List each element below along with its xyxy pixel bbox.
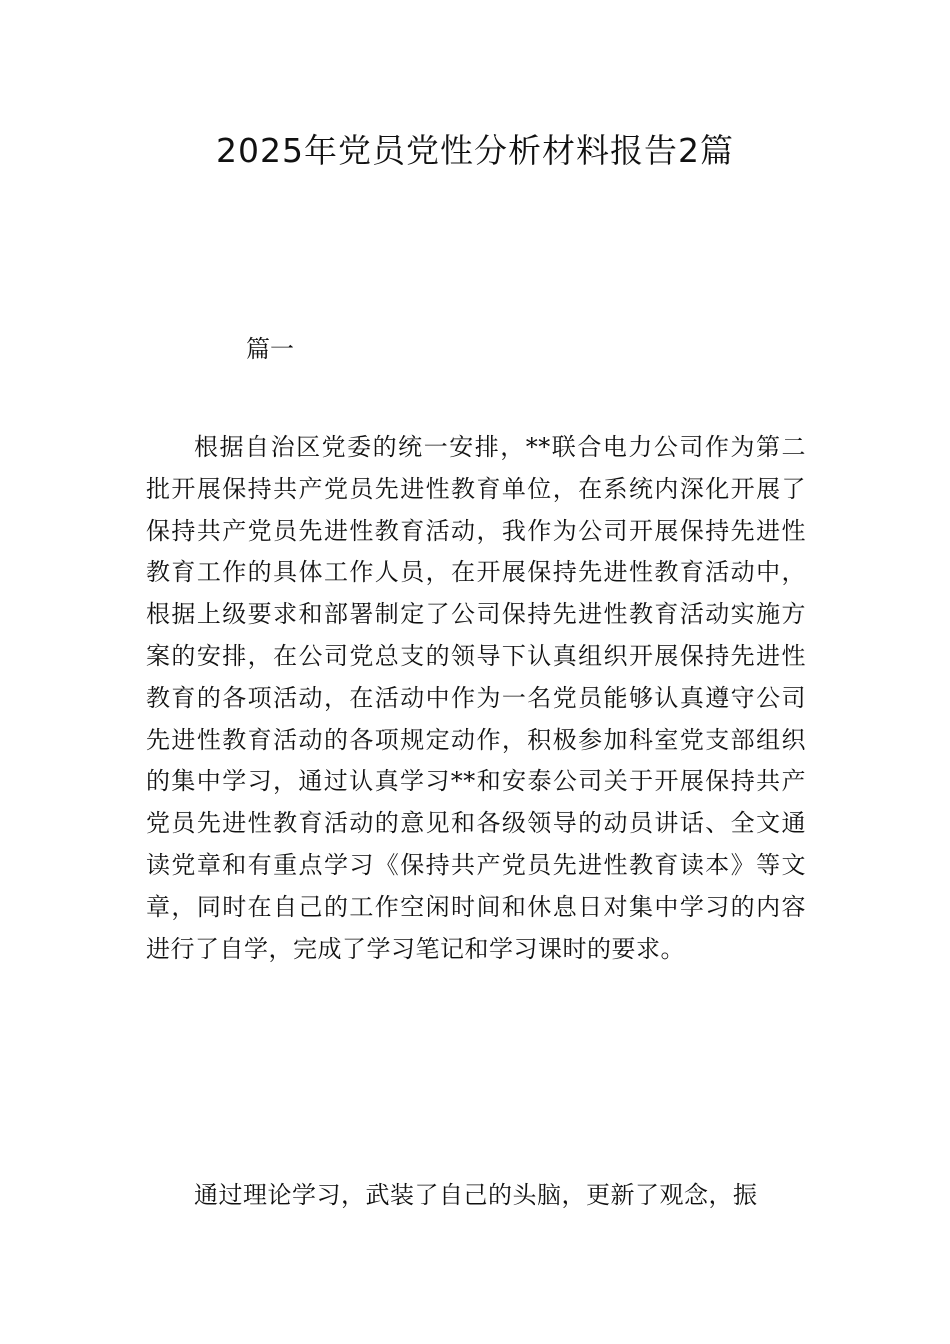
body-paragraph: 通过理论学习，武装了自己的头脑，更新了观念，振 xyxy=(194,1181,758,1209)
document-title: 2025年党员党性分析材料报告2篇 xyxy=(216,131,734,170)
section-heading: 篇一 xyxy=(246,335,294,363)
body-paragraph: 根据自治区党委的统一安排，**联合电力公司作为第二批开展保持共产党员先进性教育单位，在系统内深化开展了保持共产党员先进性教育活动，我作为公司开展保持先进性教育工作的具体工作人员，在开展保持先进性教育活动中，根据上级要求和部署制定了公司保持先进性教育活动实施方案的安排，在公司党总支的领导下认真组织开展保持先进性教育的各项活动，在活动中作为一名党员能够认真遵守公司先进性教育活动的各项规定动作，积极参加科室党支部组织的集中学习，通过认真学习**和安泰公司关于开展保持共产党员先进性教育活动的意见和各级领导的动员讲话、全文通读党章和有重点学习《保持共产党员先进性教育读本》等文章，同时在自己的工作空闲时间和休息日对集中学习的内容进行了自学，完成了学习笔记和学习课时的要求。 xyxy=(146,433,806,963)
